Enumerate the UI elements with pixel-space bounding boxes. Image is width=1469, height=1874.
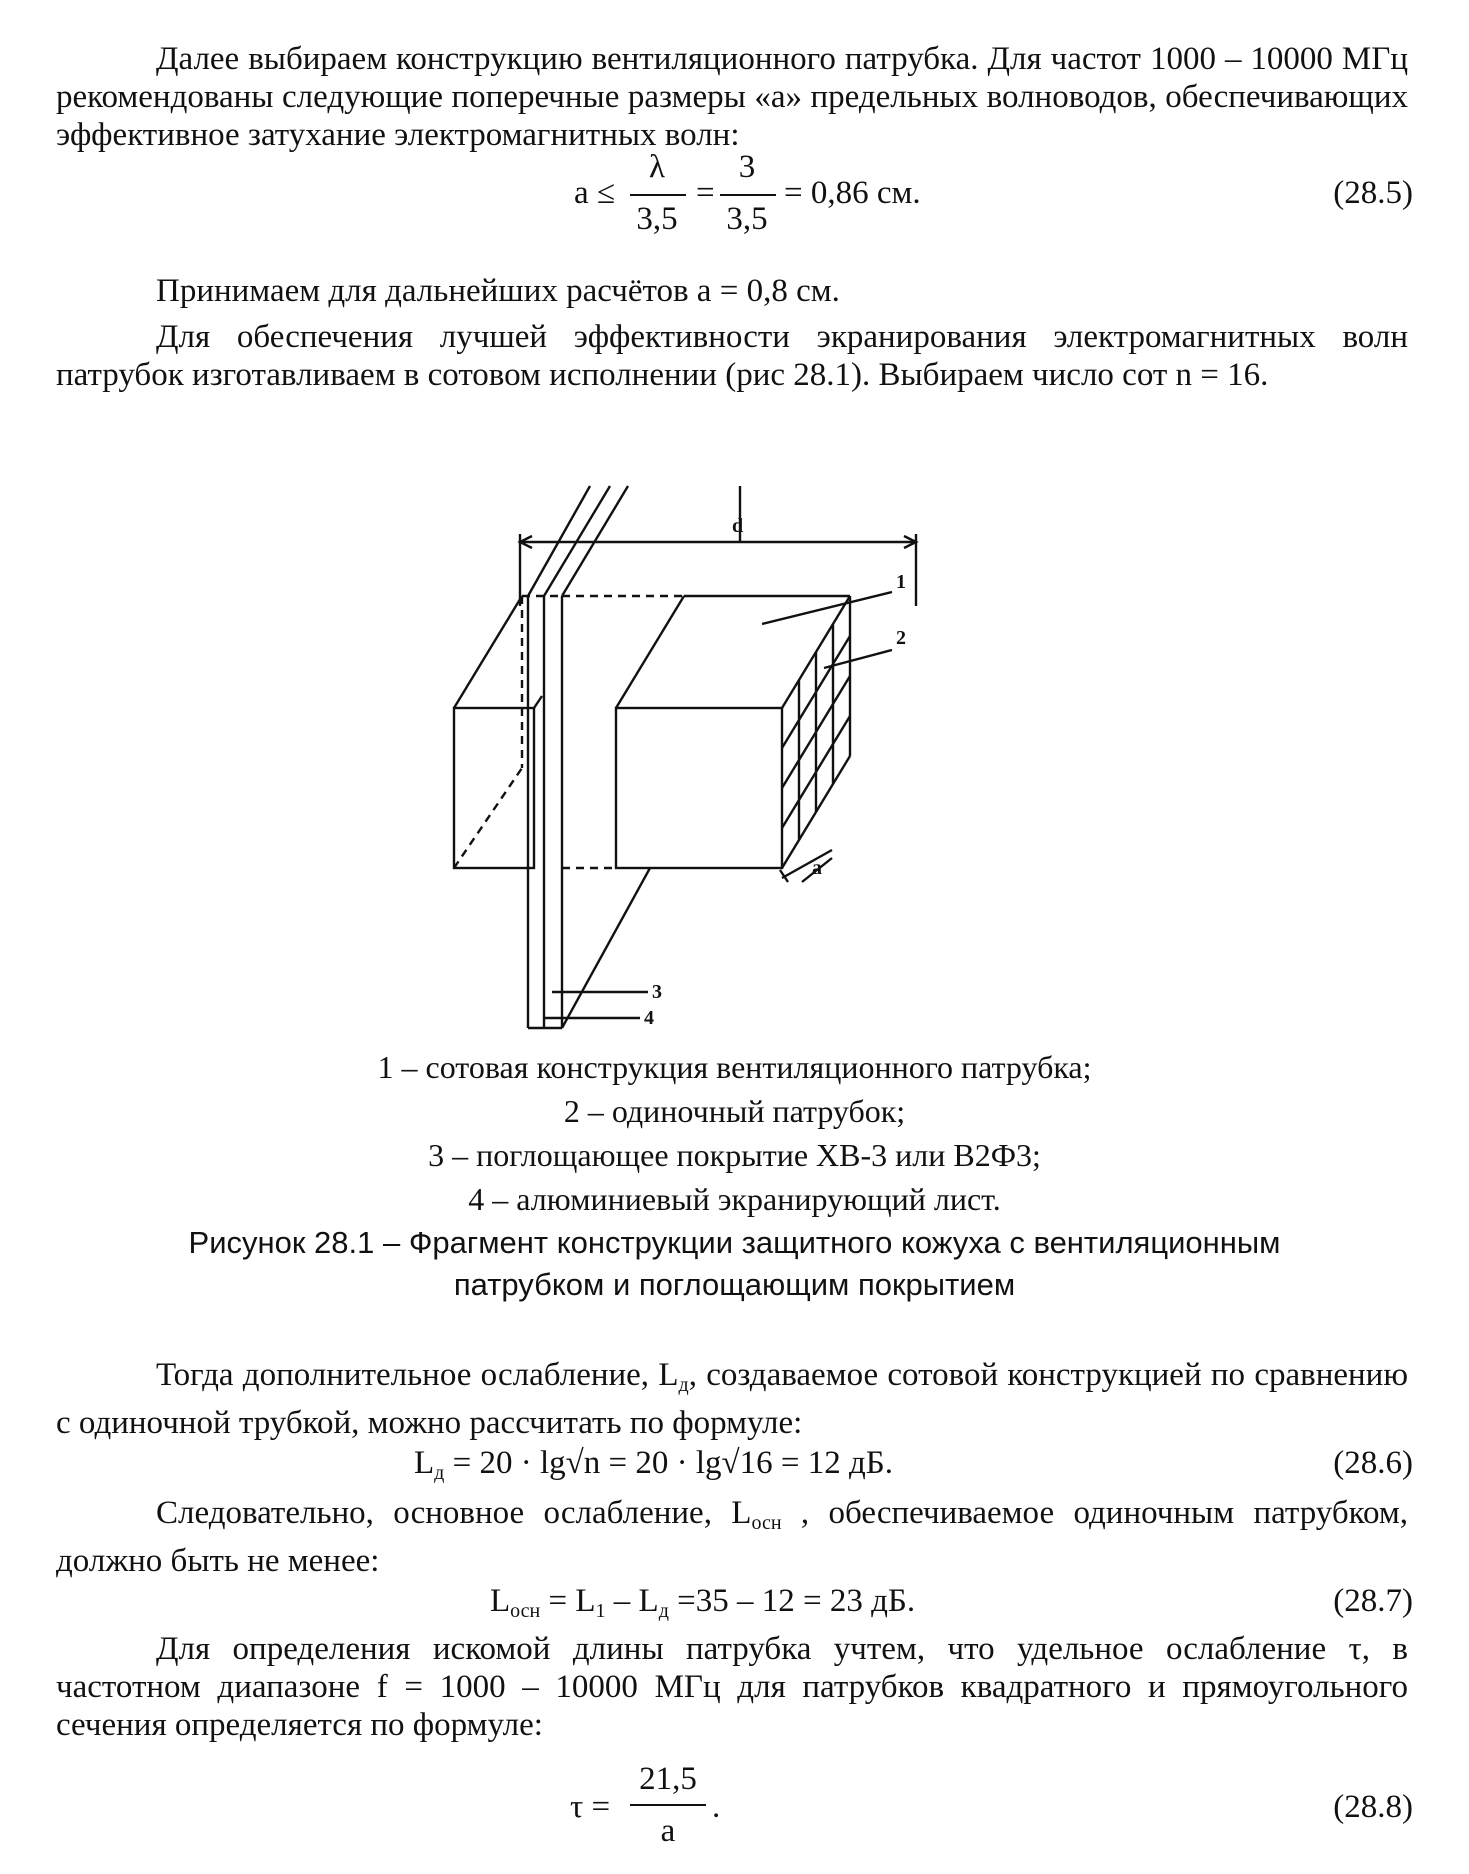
paragraph-specific-attenuation-text: Для определения искомой длины патрубка учтем, что удельное ослабление τ, в частотном диапазоне f = 1000 – 10000 МГц для патрубков квадратного и прямоугольного сечения определяется по формуле: [56, 1631, 1408, 1743]
paragraph-accept-text: Принимаем для дальнейших расчётов а = 0,8 см. [156, 273, 840, 309]
formula-28-5 [0, 150, 1469, 240]
equation-number: (28.6) [1333, 1445, 1413, 1481]
subscript: осн [510, 1600, 541, 1622]
equation-number: (28.7) [1333, 1583, 1413, 1619]
formula-28-5-frac2-num: 3 [738, 149, 756, 185]
formula-28-8 [0, 1760, 1469, 1860]
paragraph-intro-text: Далее выбираем конструкцию вентиляционного патрубка. Для частот 1000 – 10000 МГц рекомендованы следующие поперечные размеры «а» предельных волноводов, обеспечивающих эффективное затухание электромагнитных волн: [56, 41, 1408, 153]
figure-caption-line-2: патрубком и поглощающим покрытием [453, 1267, 1016, 1302]
legend-item-2: 2 – одиночный патрубок; [563, 1093, 906, 1129]
right-box-front [616, 708, 782, 868]
formula-28-8-rhs: . [712, 1789, 721, 1825]
formula-28-7-expr [490, 1582, 915, 1630]
formula-28-7 [0, 1578, 1469, 1628]
formula-28-5-lhs: а ≤ [574, 175, 616, 211]
text-run: Тогда дополнительное ослабление, L [156, 1357, 679, 1393]
label-a: a [812, 857, 822, 879]
subscript: осн [751, 1512, 782, 1534]
text-run: = L [540, 1583, 596, 1619]
leader-2 [824, 650, 892, 668]
left-box-edge [454, 596, 522, 708]
fraction-bar [630, 1804, 706, 1806]
legend-item-4: 4 – алюминиевый экранирующий лист. [468, 1181, 1001, 1217]
text-run: Следовательно, основное ослабление, L [156, 1495, 752, 1531]
paragraph-accept [56, 272, 1408, 310]
text-run: = 20 · lg√n = 20 · lg√16 = 12 дБ. [444, 1445, 893, 1481]
paragraph-honeycomb-text: Для обеспечения лучшей эффективности экранирования электромагнитных волн патрубок изготавливаем в сотовом исполнении (рис 28.1). Выбираем число сот n = 16. [56, 319, 1408, 393]
subscript: д [434, 1462, 445, 1484]
paragraph-honeycomb [56, 318, 1408, 394]
legend-item-1: 1 – сотовая конструкция вентиляционного патрубка; [377, 1049, 1092, 1085]
fraction-bar [630, 194, 686, 196]
formula-28-8-num: 21,5 [639, 1761, 697, 1797]
label-3: 3 [652, 981, 662, 1003]
text-run: =35 – 12 = 23 дБ. [668, 1583, 916, 1619]
text-run: , обеспечиваемое одиночным патрубком, должно быть не менее: [56, 1495, 1408, 1579]
text-run: , создаваемое сотовой конструкцией по сравнению с одиночной трубкой, можно рассчитать по формуле: [56, 1357, 1408, 1441]
paragraph-intro [56, 40, 1408, 154]
formula-28-5-frac2-den: 3,5 [726, 201, 768, 237]
label-4: 4 [644, 1007, 654, 1029]
subscript: д [678, 1374, 689, 1396]
figure-caption-line-1: Рисунок 28.1 – Фрагмент конструкции защитного кожуха с вентиляционным [188, 1225, 1281, 1260]
honeycomb-vent-figure [440, 478, 1060, 1038]
formula-28-5-eq: = [696, 175, 715, 211]
text-run: – L [605, 1583, 659, 1619]
formula-28-6-expr [414, 1444, 893, 1492]
text-run: L [414, 1445, 435, 1481]
subscript: 1 [595, 1600, 606, 1622]
formula-28-8-den: а [660, 1813, 676, 1849]
label-d: d [732, 515, 744, 537]
fraction-bar [720, 194, 776, 196]
left-box-front [454, 708, 534, 868]
formula-28-6 [0, 1440, 1469, 1490]
paragraph-specific-attenuation [56, 1630, 1408, 1744]
formula-28-5-rhs: = 0,86 см. [784, 175, 921, 211]
paragraph-main-attenuation [56, 1494, 1408, 1580]
equation-number: (28.5) [1333, 175, 1413, 211]
legend-item-3: 3 – поглощающее покрытие ХВ-3 или В2Ф3; [428, 1137, 1041, 1173]
formula-28-5-frac1-den: 3,5 [636, 201, 678, 237]
subscript: д [658, 1600, 669, 1622]
label-1: 1 [896, 571, 906, 593]
equation-number: (28.8) [1333, 1789, 1413, 1825]
label-2: 2 [896, 627, 906, 649]
formula-28-8-lhs: τ = [570, 1789, 611, 1825]
paragraph-additional-attenuation [56, 1356, 1408, 1442]
text-run: L [490, 1583, 511, 1619]
formula-28-5-frac1-num: λ [648, 149, 665, 185]
